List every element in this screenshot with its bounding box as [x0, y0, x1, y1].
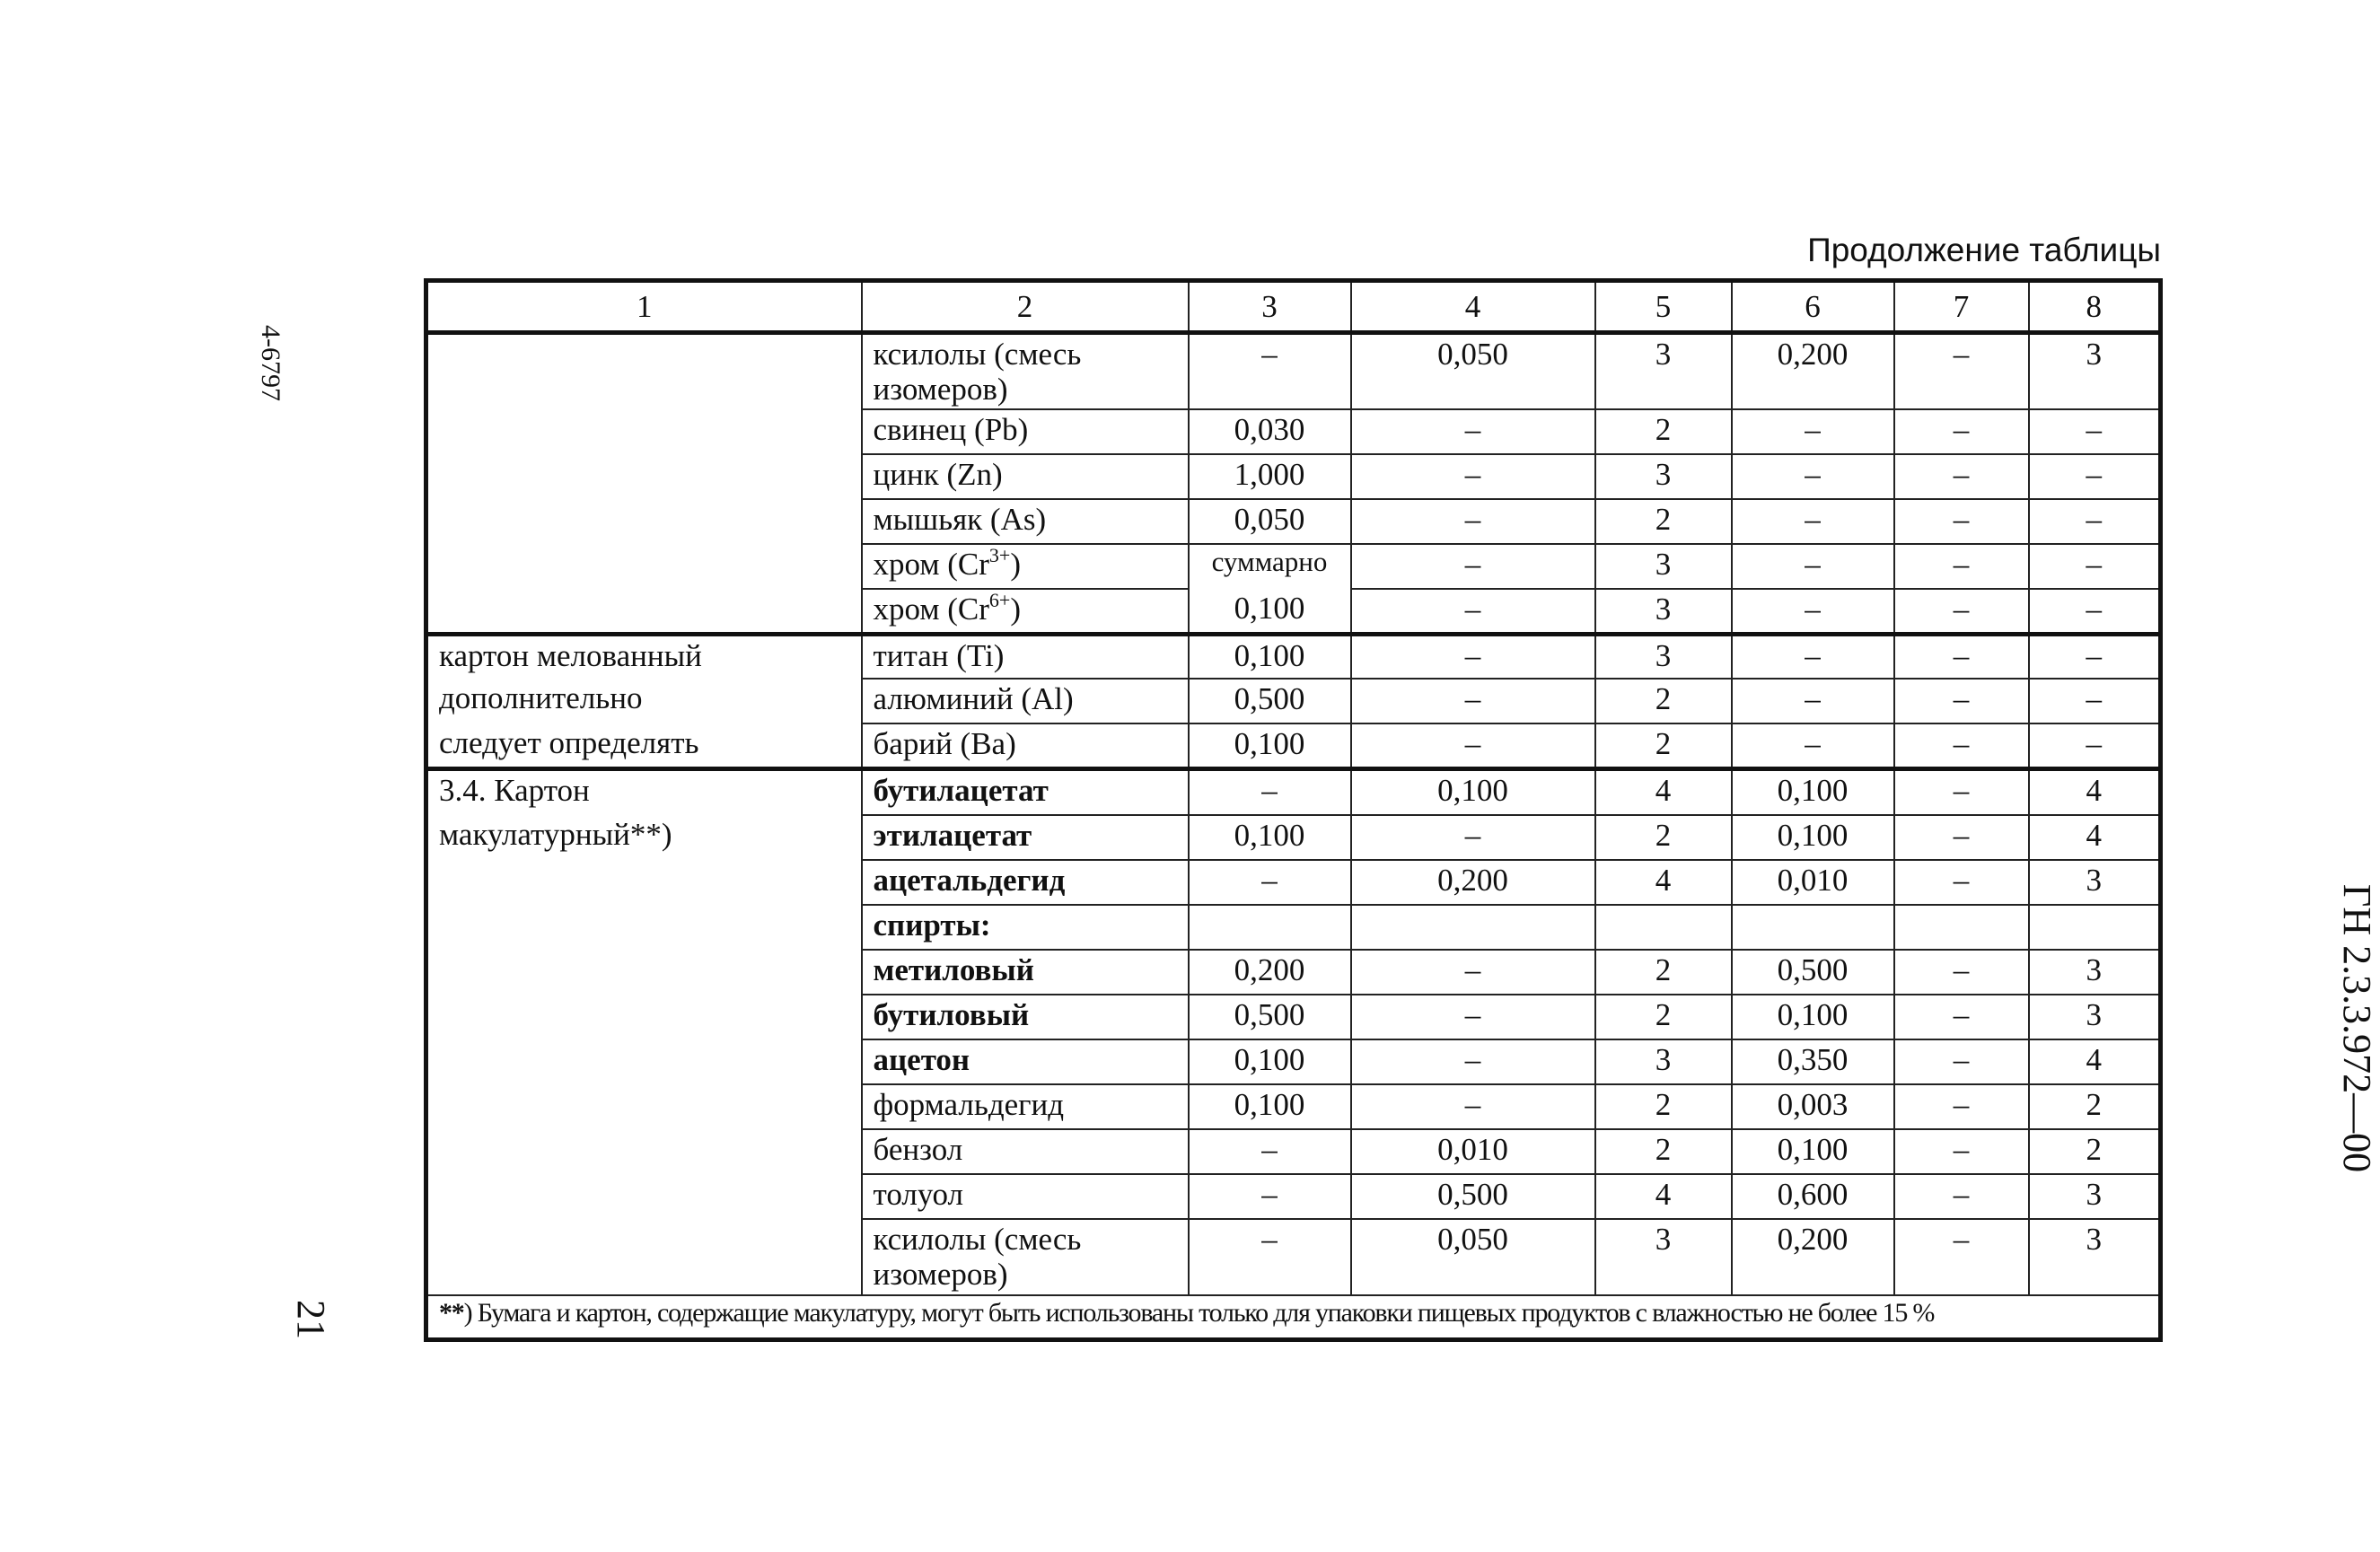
value-cell: – [1351, 634, 1595, 679]
column-header: 3 [1189, 281, 1351, 333]
value-cell: 0,030 [1189, 409, 1351, 454]
substance-cell [862, 544, 1189, 589]
value-cell: – [1351, 544, 1595, 589]
substance-cell: толуол [862, 1174, 1189, 1219]
group-label-cell: дополнительно [426, 679, 862, 723]
valence-superscript: 3+ [988, 544, 1011, 567]
value-cell: – [1894, 1084, 2029, 1129]
value-cell: 2 [2029, 1084, 2161, 1129]
value-cell: – [1189, 1129, 1351, 1174]
value-cell: – [2029, 544, 2161, 589]
value-cell: – [2029, 679, 2161, 723]
value-cell: 0,100 [1189, 589, 1351, 634]
column-header: 6 [1732, 281, 1894, 333]
value-cell: 0,100 [1189, 1039, 1351, 1084]
value-cell: 0,010 [1732, 860, 1894, 905]
value-cell: 2 [1595, 1129, 1732, 1174]
value-cell: – [2029, 409, 2161, 454]
value-cell: 3 [2029, 950, 2161, 995]
table-row [426, 1039, 2161, 1084]
value-cell: – [1894, 723, 2029, 768]
value-cell: – [1894, 815, 2029, 860]
substance-cell: ацетальдегид [862, 860, 1189, 905]
valence-superscript: 6+ [988, 589, 1011, 612]
value-cell: – [1894, 1129, 2029, 1174]
group-label-cell [426, 1219, 862, 1295]
value-cell: – [1351, 679, 1595, 723]
table-row [426, 1174, 2161, 1219]
value-cell: 3 [1595, 1219, 1732, 1295]
value-cell: – [1351, 409, 1595, 454]
group-label-cell [426, 544, 862, 589]
value-cell: – [1732, 409, 1894, 454]
substance-cell: спирты: [862, 905, 1189, 950]
value-cell: – [1189, 860, 1351, 905]
value-cell: 2 [2029, 1129, 2161, 1174]
value-cell: 2 [1595, 950, 1732, 995]
value-cell: 3 [2029, 1174, 2161, 1219]
value-cell [1894, 905, 2029, 950]
value-cell: – [1732, 499, 1894, 544]
substance-cell: свинец (Pb) [862, 409, 1189, 454]
value-cell: 1,000 [1189, 454, 1351, 499]
value-cell: 3 [1595, 1039, 1732, 1084]
value-cell: 0,500 [1189, 679, 1351, 723]
value-cell: 0,100 [1189, 815, 1351, 860]
value-cell: – [1351, 1039, 1595, 1084]
substance-cell: алюминий (Al) [862, 679, 1189, 723]
value-cell: 4 [2029, 768, 2161, 815]
value-cell: 0,050 [1351, 332, 1595, 409]
value-cell: – [1894, 544, 2029, 589]
group-label-cell: картон мелованный [426, 634, 862, 679]
value-cell [1351, 905, 1595, 950]
value-cell: 0,200 [1732, 332, 1894, 409]
substance-cell: формальдегид [862, 1084, 1189, 1129]
value-cell: 0,100 [1351, 768, 1595, 815]
substance-cell: метиловый [862, 950, 1189, 995]
value-cell: 4 [2029, 1039, 2161, 1084]
value-cell: 2 [1595, 1084, 1732, 1129]
substance-name: хром (Cr [873, 547, 989, 583]
value-cell: 3 [2029, 860, 2161, 905]
value-cell: 3 [1595, 544, 1732, 589]
page-number: 21 [289, 1300, 333, 1339]
footnote-mark: ** [439, 1298, 464, 1328]
value-cell: суммарно [1189, 544, 1351, 589]
table-row [426, 950, 2161, 995]
value-cell: – [2029, 634, 2161, 679]
value-cell: – [1894, 995, 2029, 1039]
table-row [426, 1219, 2161, 1295]
value-cell: 0,100 [1189, 723, 1351, 768]
value-cell: – [2029, 454, 2161, 499]
group-label-cell [426, 409, 862, 454]
table-row [426, 860, 2161, 905]
table-row [426, 589, 2161, 634]
value-cell: – [1351, 589, 1595, 634]
value-cell: – [1189, 1219, 1351, 1295]
table-row [426, 723, 2161, 768]
group-label-cell [426, 950, 862, 995]
value-cell: 0,500 [1189, 995, 1351, 1039]
footnote-row [426, 1295, 2161, 1339]
table-row [426, 905, 2161, 950]
group-label-cell [426, 1129, 862, 1174]
value-cell: – [1732, 589, 1894, 634]
table-row [426, 634, 2161, 679]
value-cell: 4 [2029, 815, 2161, 860]
group-label-cell [426, 499, 862, 544]
value-cell: – [1732, 723, 1894, 768]
value-cell: 0,500 [1732, 950, 1894, 995]
value-cell: 3 [2029, 995, 2161, 1039]
table-row [426, 815, 2161, 860]
value-cell: – [1351, 1084, 1595, 1129]
footnote-text: ) Бумага и картон, содержащие макулатуру, могут быть использованы только для упаковки пищевых продуктов с влажностью не более 15 % [463, 1298, 1935, 1328]
value-cell: – [1732, 679, 1894, 723]
value-cell: – [1351, 995, 1595, 1039]
group-label-cell [426, 905, 862, 950]
value-cell: 2 [1595, 995, 1732, 1039]
value-cell: 4 [1595, 768, 1732, 815]
value-cell [1595, 905, 1732, 950]
substance-cell: мышьяк (As) [862, 499, 1189, 544]
value-cell: 0,200 [1351, 860, 1595, 905]
value-cell: 2 [1595, 499, 1732, 544]
table-row [426, 409, 2161, 454]
value-cell: 4 [1595, 860, 1732, 905]
value-cell: 2 [1595, 679, 1732, 723]
value-cell: 3 [2029, 332, 2161, 409]
value-cell: – [1894, 1039, 2029, 1084]
value-cell: – [1351, 723, 1595, 768]
substance-name: хром (Cr [873, 592, 989, 627]
value-cell: – [1894, 499, 2029, 544]
substance-cell: ксилолы (смесь изомеров) [862, 332, 1189, 409]
value-cell: 0,100 [1732, 768, 1894, 815]
value-cell: – [1894, 634, 2029, 679]
substance-cell: этилацетат [862, 815, 1189, 860]
column-header: 1 [426, 281, 862, 333]
value-cell: – [1894, 589, 2029, 634]
value-cell: 3 [1595, 332, 1732, 409]
substance-cell: бутилацетат [862, 768, 1189, 815]
table-row [426, 679, 2161, 723]
substance-name-tail: ) [1010, 547, 1021, 583]
value-cell: – [1894, 1219, 2029, 1295]
value-cell: – [1732, 544, 1894, 589]
value-cell: 0,600 [1732, 1174, 1894, 1219]
substance-cell: ацетон [862, 1039, 1189, 1084]
data-table [424, 278, 2163, 1342]
group-label-cell: 3.4. Картон [426, 768, 862, 815]
table-caption: Продолжение таблицы [1807, 232, 2161, 268]
value-cell: – [1351, 815, 1595, 860]
value-cell: – [1189, 1174, 1351, 1219]
table-row [426, 544, 2161, 589]
value-cell: 4 [1595, 1174, 1732, 1219]
value-cell: – [1351, 499, 1595, 544]
table-row [426, 454, 2161, 499]
substance-cell: цинк (Zn) [862, 454, 1189, 499]
value-cell: 0,050 [1351, 1219, 1595, 1295]
group-label-cell [426, 454, 862, 499]
table-row [426, 768, 2161, 815]
value-cell: – [1732, 634, 1894, 679]
value-cell: 0,003 [1732, 1084, 1894, 1129]
group-label-cell: следует определять [426, 723, 862, 768]
value-cell: – [1894, 860, 2029, 905]
value-cell: 3 [1595, 634, 1732, 679]
substance-cell: бутиловый [862, 995, 1189, 1039]
header-row [426, 281, 2161, 333]
value-cell: 0,050 [1189, 499, 1351, 544]
column-header: 2 [862, 281, 1189, 333]
table-body [426, 281, 2161, 1340]
value-cell: 0,100 [1732, 815, 1894, 860]
value-cell: 0,200 [1189, 950, 1351, 995]
substance-cell: барий (Ba) [862, 723, 1189, 768]
footnote-cell [426, 1295, 2161, 1339]
table-row [426, 332, 2161, 409]
page-code: 4-6797 [256, 325, 285, 401]
group-label-cell [426, 589, 862, 634]
group-label-cell [426, 1039, 862, 1084]
value-cell: – [2029, 589, 2161, 634]
value-cell: – [1894, 768, 2029, 815]
table-row [426, 1129, 2161, 1174]
value-cell: – [1351, 454, 1595, 499]
value-cell: – [2029, 723, 2161, 768]
value-cell: – [1189, 332, 1351, 409]
value-cell: 0,010 [1351, 1129, 1595, 1174]
group-label-cell: макулатурный**) [426, 815, 862, 860]
value-cell: 3 [1595, 454, 1732, 499]
value-cell: 0,100 [1732, 1129, 1894, 1174]
value-cell: – [1894, 950, 2029, 995]
document-code: ГН 2.3.3.972—00 [2335, 883, 2380, 1173]
group-label-cell [426, 1084, 862, 1129]
value-cell: – [1189, 768, 1351, 815]
substance-cell: бензол [862, 1129, 1189, 1174]
value-cell: 2 [1595, 815, 1732, 860]
column-header: 8 [2029, 281, 2161, 333]
value-cell: 0,100 [1189, 1084, 1351, 1129]
substance-cell: ксилолы (смесь изомеров) [862, 1219, 1189, 1295]
substance-name-tail: ) [1010, 592, 1021, 627]
value-cell: 3 [1595, 589, 1732, 634]
table-row [426, 995, 2161, 1039]
value-cell: 2 [1595, 723, 1732, 768]
value-cell: 0,100 [1189, 634, 1351, 679]
value-cell: 3 [2029, 1219, 2161, 1295]
value-cell: 0,100 [1732, 995, 1894, 1039]
table-row [426, 499, 2161, 544]
value-cell: – [1732, 454, 1894, 499]
table-row [426, 1084, 2161, 1129]
value-cell: – [1894, 409, 2029, 454]
column-header: 5 [1595, 281, 1732, 333]
value-cell [2029, 905, 2161, 950]
value-cell: 2 [1595, 409, 1732, 454]
group-label-cell [426, 1174, 862, 1219]
substance-cell: титан (Ti) [862, 634, 1189, 679]
value-cell: 0,350 [1732, 1039, 1894, 1084]
value-cell: – [1894, 679, 2029, 723]
column-header: 4 [1351, 281, 1595, 333]
value-cell: – [1894, 454, 2029, 499]
substance-cell [862, 589, 1189, 634]
value-cell [1189, 905, 1351, 950]
value-cell: 0,200 [1732, 1219, 1894, 1295]
value-cell: – [1894, 1174, 2029, 1219]
group-label-cell [426, 860, 862, 905]
value-cell: – [2029, 499, 2161, 544]
value-cell: – [1351, 950, 1595, 995]
column-header: 7 [1894, 281, 2029, 333]
group-label-cell [426, 995, 862, 1039]
value-cell: – [1894, 332, 2029, 409]
group-label-cell [426, 332, 862, 409]
value-cell: 0,500 [1351, 1174, 1595, 1219]
value-cell [1732, 905, 1894, 950]
